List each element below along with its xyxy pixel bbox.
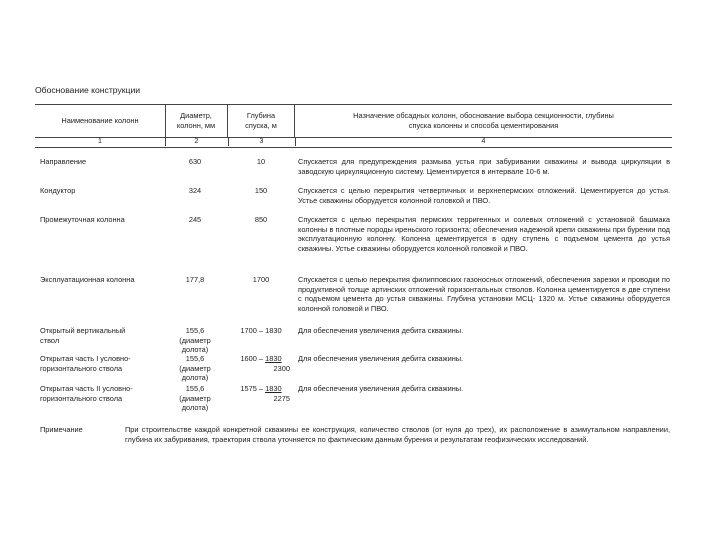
row-diameter: 177,8	[185, 275, 205, 284]
row-name: Открытая часть II условно-горизонтального ствола	[40, 384, 133, 403]
row-purpose: Спускается с целью перекрытия пермских терригенных и солевых отложений с установкой башмака колонны в плотные породы иреньского горизонта; обеспечения надежной крепи скважины при бурении под эксплуатационную колонну. Колонна цементируется в одну ступень с подъемом цемента до устья скважины. Устье скважины оборудуется колонной головкой и ПВО.	[298, 215, 670, 253]
header-num: 4	[481, 138, 486, 145]
row-diameter	[165, 326, 225, 355]
diameter-value: 155,6	[185, 326, 205, 335]
header-col-diameter: Диаметр, колонн, мм	[165, 105, 228, 137]
header-num: 3	[228, 138, 296, 146]
row-name: Кондуктор	[40, 186, 76, 195]
header-col-depth: Глубина спуска, м	[228, 105, 295, 137]
row-name: Эксплуатационная колонна	[40, 275, 135, 284]
row-diameter: 245	[188, 215, 202, 224]
section-title: Обоснование конструкции	[35, 85, 141, 95]
header-num: 1	[35, 138, 166, 146]
row-purpose: Спускается с целью перекрытия филипповских газоносных отложений, обеспечения зарезки и проводки по продуктивной толще артинских отложений горизонтальных стволов. Колонна цементируется в две ступени с подъемом цемента до устья скважины. Глубина установки МСЦ- 1320 м. Устье скважины оборудуется колонной головкой и ПВО.	[298, 275, 670, 313]
diameter-value: 155,6	[185, 354, 205, 363]
depth-from: 1600 –	[240, 354, 264, 363]
row-depth	[228, 384, 294, 403]
row-name: Промежуточная колонна	[40, 215, 125, 224]
row-name: Открытый вертикальный ствол	[40, 326, 126, 345]
row-depth	[228, 354, 294, 373]
row-purpose: Для обеспечения увеличения дебита скважины.	[298, 384, 464, 393]
depth-bottom: 2300	[273, 363, 290, 373]
row-depth: 850	[254, 215, 268, 224]
row-purpose: Спускается с целью перекрытия четвертичных и верхнепермских отложений. Цементируется до устья. Устье скважины оборудуется колонной головкой и ПВО.	[298, 186, 670, 205]
header-num: 2	[165, 138, 229, 146]
note-text: При строительстве каждой конкретной скважины ее конструкция, количество стволов (от нуля до трех), их расположение в азимутальном направлении, глубина их забуривания, траектория ствола уточняется по фактическим данным бурения и результатам геофизических исследований.	[125, 425, 670, 444]
diameter-note: (диаметр долота)	[179, 363, 211, 383]
diameter-value: 155,6	[185, 384, 205, 393]
depth-from: 1700 –	[240, 326, 264, 335]
header-col-purpose: Назначение обсадных колонн, обоснование выбора секционности, глубины спуска колонны и способа цементирования	[353, 111, 614, 130]
row-purpose: Для обеспечения увеличения дебита скважины.	[298, 354, 464, 363]
depth-bottom: 2275	[273, 393, 290, 403]
row-diameter	[165, 354, 225, 383]
row-purpose: Спускается для предупреждения размыва устья при забуривании скважины и вывода циркуляции в заводскую циркуляционную систему. Цементируется в интервале 10-6 м.	[298, 157, 670, 176]
row-name: Направление	[40, 157, 87, 166]
row-diameter: 324	[188, 186, 202, 195]
depth-to: 1830	[265, 326, 282, 335]
note-label: Примечание	[40, 425, 83, 434]
header-col-name: Наименование колонн	[35, 105, 166, 137]
row-diameter	[165, 384, 225, 413]
depth-to: 1830	[265, 384, 282, 393]
row-depth: 150	[254, 186, 268, 195]
row-diameter: 630	[188, 157, 202, 166]
depth-from: 1575 –	[240, 384, 264, 393]
table-header	[35, 104, 672, 148]
row-name: Открытая часть I условно-горизонтального ствола	[40, 354, 131, 373]
diameter-note: (диаметр долота)	[179, 393, 211, 413]
row-depth	[228, 326, 294, 336]
row-purpose: Для обеспечения увеличения дебита скважины.	[298, 326, 464, 335]
row-depth: 10	[256, 157, 266, 166]
row-depth: 1700	[252, 275, 270, 284]
depth-to: 1830	[265, 354, 282, 363]
diameter-note: (диаметр долота)	[179, 335, 211, 355]
